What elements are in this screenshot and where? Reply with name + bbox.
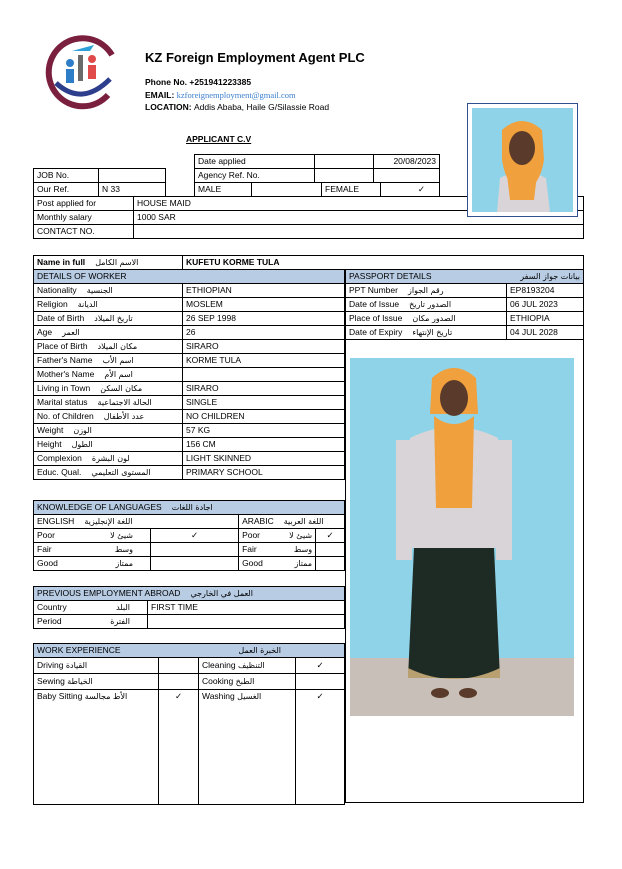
arabic-level-check [316, 543, 345, 557]
passport-label-ar: الصدور مكان [412, 314, 456, 323]
work-row [34, 674, 345, 690]
worker-label-ar: اسم الأم [104, 370, 133, 379]
worker-row [34, 396, 345, 410]
worker-label-ar: لون البشرة [91, 454, 130, 463]
worker-value: KORME TULA [183, 354, 345, 368]
languages-header-ar: اجادة اللغات [171, 503, 213, 512]
worker-row [34, 354, 345, 368]
passport-row [346, 326, 584, 340]
phone-value: +251941223385 [189, 77, 252, 87]
name-label-ar: الاسم الكامل [95, 258, 139, 267]
company-location [145, 101, 329, 114]
skill-check: ✓ [159, 690, 199, 805]
english-level-check: ✓ [151, 529, 239, 543]
contact-value [134, 225, 584, 239]
applicant-photo-full [350, 358, 574, 716]
skill-label-ar: الطبخ [235, 677, 255, 686]
name-label-cell [34, 256, 183, 270]
period-label-ar: الفترة [110, 617, 130, 626]
our-ref-label: Our Ref. [34, 183, 99, 197]
passport-row [346, 298, 584, 312]
skill-label: Driving [37, 660, 64, 670]
our-ref-value: N 33 [99, 183, 166, 197]
worker-label: Place of Birth [37, 341, 88, 351]
worker-row [34, 340, 345, 354]
arabic-label-ar: اللغة العربية [283, 517, 324, 526]
english-label: ENGLISH [37, 516, 75, 526]
previous-period-row [34, 615, 345, 629]
worker-details-table [33, 269, 345, 480]
languages-table [33, 500, 345, 571]
post-label: Post applied for [34, 197, 134, 211]
skill-check [296, 674, 345, 690]
work-header: WORK EXPERIENCE [37, 645, 121, 655]
male-label: MALE [195, 183, 252, 197]
work-header-ar: الخبرة العمل [238, 646, 281, 655]
skill-label: Cooking [202, 676, 234, 686]
worker-label: Complexion [37, 453, 82, 463]
skill-label: Sewing [37, 676, 65, 686]
worker-label-ar: الديانة [77, 300, 98, 309]
skill-label-ar: التنظيف [237, 661, 265, 670]
previous-header-ar: العمل في الخارجي [190, 589, 253, 598]
worker-value: ETHIOPIAN [183, 284, 345, 298]
passport-value: 06 JUL 2023 [507, 298, 584, 312]
worker-label: Weight [37, 425, 64, 435]
agency-ref-blank1 [315, 169, 374, 183]
passport-label-ar: رقم الجواز [407, 286, 444, 295]
logo-emblem [42, 33, 122, 113]
arabic-level-check [316, 557, 345, 571]
worker-row [34, 326, 345, 340]
worker-row [34, 298, 345, 312]
email-link[interactable]: kzforeignemployment@gmail.com [176, 90, 296, 100]
previous-employment-table [33, 586, 345, 629]
passport-label: PPT Number [349, 285, 398, 295]
level-label-ar: شيئ لا [110, 531, 133, 540]
full-body-image [350, 358, 574, 716]
passport-value: 04 JUL 2028 [507, 326, 584, 340]
worker-value: 26 [183, 326, 345, 340]
worker-value: MOSLEM [183, 298, 345, 312]
worker-label: Living in Town [37, 383, 91, 393]
work-row [34, 658, 345, 674]
worker-label-ar: العمر [62, 328, 80, 337]
worker-label: Father's Name [37, 355, 93, 365]
worker-header: DETAILS OF WORKER [34, 270, 345, 284]
email-label: EMAIL: [145, 90, 177, 100]
worker-value: 26 SEP 1998 [183, 312, 345, 326]
passport-label: Place of Issue [349, 313, 403, 323]
previous-country-row [34, 601, 345, 615]
company-phone [145, 76, 251, 89]
passport-label-ar: تاريخ الإنتهاء [412, 328, 453, 337]
level-label: Good [37, 558, 58, 568]
languages-header: KNOWLEDGE OF LANGUAGES [37, 502, 162, 512]
skill-label-ar: الغسيل [237, 692, 262, 701]
agency-ref-value [374, 169, 440, 183]
worker-label-ar: اسم الأب [102, 356, 134, 365]
worker-label-ar: مكان السكن [100, 384, 143, 393]
skill-label-ar: الأط مجالسة [84, 692, 128, 701]
english-level-check [151, 557, 239, 571]
portrait-image [472, 108, 573, 212]
skill-label: Cleaning [202, 660, 236, 670]
worker-label-ar: مكان الميلاد [97, 342, 138, 351]
applicant-photo-small [467, 103, 578, 217]
worker-value: PRIMARY SCHOOL [183, 466, 345, 480]
passport-header-ar: بيانات جواز السفر [520, 272, 580, 281]
phone-label: Phone No. [145, 77, 190, 87]
period-value [148, 615, 345, 629]
job-ref-table [33, 168, 166, 197]
country-label-ar: البلد [116, 603, 130, 612]
worker-header-row [34, 270, 345, 284]
worker-label-ar: الوزن [73, 426, 92, 435]
company-logo [42, 33, 122, 113]
worker-label-ar: عدد الأطفال [103, 412, 145, 421]
language-level-row [34, 543, 345, 557]
passport-row [346, 284, 584, 298]
level-label: Good [242, 558, 263, 568]
arabic-label: ARABIC [242, 516, 274, 526]
passport-table [345, 269, 584, 340]
company-name: KZ Foreign Employment Agent PLC [145, 50, 365, 65]
english-label-ar: اللغة الإنجليزية [84, 517, 133, 526]
worker-row [34, 452, 345, 466]
level-label-ar: وسط [114, 545, 133, 554]
worker-label: Educ. Qual. [37, 467, 82, 477]
level-label: Fair [37, 544, 52, 554]
skill-label: Baby Sitting [37, 691, 83, 701]
worker-label: Mother's Name [37, 369, 95, 379]
worker-value: SIRARO [183, 340, 345, 354]
level-label-ar: ممتاز [115, 559, 133, 568]
worker-row [34, 424, 345, 438]
passport-label-ar: الصدور تاريخ [409, 300, 452, 309]
worker-row [34, 382, 345, 396]
female-check: ✓ [381, 183, 440, 197]
passport-label: Date of Expiry [349, 327, 403, 337]
agency-ref-label: Agency Ref. No. [195, 169, 315, 183]
worker-label: Date of Birth [37, 313, 85, 323]
level-label-ar: وسط [293, 545, 313, 554]
languages-subheader-row [34, 515, 345, 529]
level-label: Fair [242, 544, 257, 554]
worker-label-ar: المستوى التعليمي [91, 468, 151, 477]
english-level-check [151, 543, 239, 557]
skill-label: Washing [202, 691, 235, 701]
gender-table [194, 182, 440, 197]
location-label: LOCATION: [145, 102, 194, 112]
language-level-row [34, 557, 345, 571]
skill-check: ✓ [296, 690, 345, 805]
skill-check [159, 674, 199, 690]
worker-row [34, 438, 345, 452]
worker-value: 57 KG [183, 424, 345, 438]
passport-value: ETHIOPIA [507, 312, 584, 326]
male-check [252, 183, 322, 197]
location-value: Addis Ababa, Haile G/Silassie Road [193, 102, 330, 112]
worker-value: 156 CM [183, 438, 345, 452]
worker-label: Age [37, 327, 53, 337]
previous-header-row [34, 587, 345, 601]
worker-row [34, 284, 345, 298]
date-applied-value: 20/08/2023 [374, 155, 440, 169]
worker-label-ar: تاريخ الميلاد [94, 314, 133, 323]
language-level-row [34, 529, 345, 543]
worker-label-ar: الطول [71, 440, 93, 449]
country-value: FIRST TIME [148, 601, 345, 615]
worker-value: NO CHILDREN [183, 410, 345, 424]
skill-check [159, 658, 199, 674]
date-applied-table [194, 154, 440, 183]
contact-label: CONTACT NO. [34, 225, 134, 239]
level-label: Poor [37, 530, 55, 540]
post-value: HOUSE MAID [134, 197, 584, 211]
date-applied-blank [315, 155, 374, 169]
worker-value [183, 368, 345, 382]
name-table [33, 255, 584, 270]
job-no-label: JOB No. [34, 169, 99, 183]
worker-label: Nationality [37, 285, 77, 295]
document-title: APPLICANT C.V [186, 134, 252, 144]
languages-header-row [34, 501, 345, 515]
passport-header-row [346, 270, 584, 284]
worker-row [34, 466, 345, 480]
name-label: Name in full [37, 257, 86, 267]
worker-value: SIRARO [183, 382, 345, 396]
name-value: KUFETU KORME TULA [183, 256, 584, 270]
worker-label: Height [37, 439, 62, 449]
date-applied-label: Date applied [195, 155, 315, 169]
worker-label: Marital status [37, 397, 88, 407]
passport-label: Date of Issue [349, 299, 400, 309]
worker-value: LIGHT SKINNED [183, 452, 345, 466]
worker-row [34, 312, 345, 326]
salary-value: 1000 SAR [134, 211, 584, 225]
skill-label-ar: الخياطة [67, 677, 93, 686]
worker-row [34, 368, 345, 382]
previous-header: PREVIOUS EMPLOYMENT ABROAD [37, 588, 181, 598]
period-label: Period [37, 616, 62, 626]
level-label-ar: ممتاز [294, 559, 313, 568]
passport-header: PASSPORT DETAILS [349, 271, 432, 281]
level-label: Poor [242, 530, 261, 540]
work-header-row [34, 644, 345, 658]
level-label-ar: شيئ لا [289, 531, 313, 540]
worker-value: SINGLE [183, 396, 345, 410]
job-no-value [99, 169, 166, 183]
country-label: Country [37, 602, 67, 612]
work-row [34, 690, 345, 805]
worker-label-ar: الحالة الاجتماعية [97, 398, 152, 407]
skill-label-ar: القيادة [65, 661, 88, 670]
female-label: FEMALE [322, 183, 381, 197]
worker-label: Religion [37, 299, 68, 309]
arabic-level-check: ✓ [316, 529, 345, 543]
worker-label-ar: الجنسية [86, 286, 113, 295]
worker-row [34, 410, 345, 424]
skill-check: ✓ [296, 658, 345, 674]
salary-label: Monthly salary [34, 211, 134, 225]
worker-label: No. of Children [37, 411, 94, 421]
passport-value: EP8193204 [507, 284, 584, 298]
passport-row [346, 312, 584, 326]
work-experience-table [33, 643, 345, 805]
